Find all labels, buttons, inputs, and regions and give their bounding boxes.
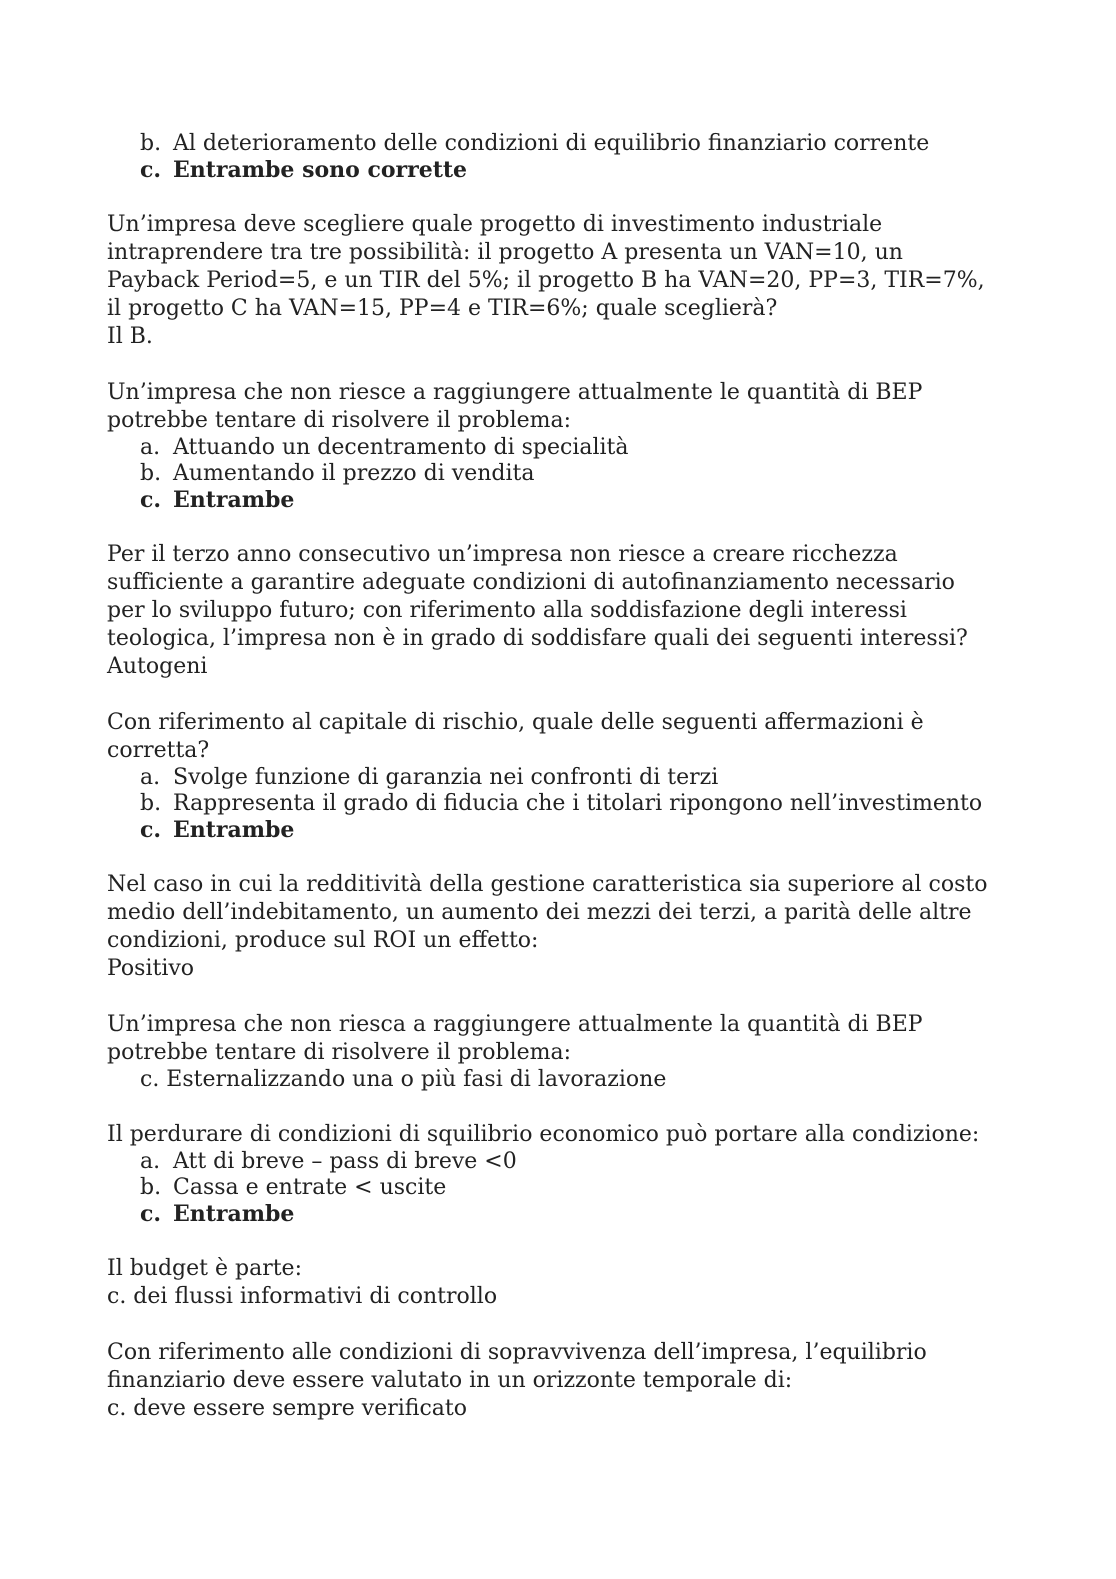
text-line: finanziario deve essere valutato in un orizzonte temporale di: [107,1368,793,1393]
option-text: Cassa e entrate < uscite [173,1175,447,1200]
option-text: Svolge funzione di garanzia nei confronti di terzi [173,765,719,790]
text-line: teologica, l’impresa non è in grado di soddisfare quali dei seguenti interessi? [107,626,968,651]
answer-option [107,765,1007,791]
answer-option [107,1149,1007,1175]
option-letter: a. [140,435,161,460]
text-line: Per il terzo anno consecutivo un’impresa non riesce a creare ricchezza [107,542,898,567]
question-block [107,541,1007,681]
answer-option [107,157,1007,183]
text-line: Il B. [107,324,153,349]
option-letter: b. [140,1175,162,1200]
text-line: Positivo [107,956,195,981]
text-line: Payback Period=5, e un TIR del 5%; il progetto B ha VAN=20, PP=3, TIR=7%, [107,268,985,293]
question-block [107,871,1007,983]
question-block [107,1339,1007,1423]
text-line: Un’impresa deve scegliere quale progetto di investimento industriale [107,212,883,237]
option-letter: c. [140,1201,162,1227]
answer-option [107,1201,1007,1227]
text-line: Il perdurare di condizioni di squilibrio economico può portare alla condizione: [107,1122,980,1147]
option-letter: c. [140,157,162,183]
answer-option [107,817,1007,843]
option-text: Attuando un decentramento di specialità [173,435,629,460]
option-text: c. Esternalizzando una o più fasi di lavorazione [140,1067,667,1092]
option-text: Al deterioramento delle condizioni di equilibrio finanziario corrente [173,131,930,156]
option-text: Entrambe [173,1201,295,1227]
document-body [107,131,1007,1451]
text-line: intraprendere tra tre possibilità: il progetto A presenta un VAN=10, un [107,240,903,265]
answer-option [107,131,1007,157]
option-letter: b. [140,791,162,816]
text-line: condizioni, produce sul ROI un effetto: [107,928,539,953]
text-line: potrebbe tentare di risolvere il problema: [107,408,572,433]
question-block [107,131,1007,183]
question-block [107,1011,1007,1093]
option-text: Aumentando il prezzo di vendita [173,461,535,486]
answer-option [107,1175,1007,1201]
question-block [107,709,1007,843]
answer-option [107,1067,1007,1093]
text-line: medio dell’indebitamento, un aumento dei mezzi dei terzi, a parità delle altre [107,900,972,925]
text-line: Con riferimento al capitale di rischio, quale delle seguenti affermazioni è [107,710,924,735]
answer-option [107,461,1007,487]
option-letter: a. [140,765,161,790]
option-text: Entrambe sono corrette [173,157,468,183]
text-line: c. deve essere sempre verificato [107,1396,467,1421]
question-block [107,379,1007,513]
text-line: Un’impresa che non riesce a raggiungere attualmente le quantità di BEP [107,380,923,405]
text-line: il progetto C ha VAN=15, PP=4 e TIR=6%; quale sceglierà? [107,296,778,321]
text-line: Autogeni [107,654,208,679]
option-text: Entrambe [173,817,295,843]
answer-option [107,435,1007,461]
answer-option [107,791,1007,817]
option-letter: a. [140,1149,161,1174]
option-text: Att di breve – pass di breve <0 [173,1149,517,1174]
text-line: per lo sviluppo futuro; con riferimento alla soddisfazione degli interessi [107,598,907,623]
text-line: Nel caso in cui la redditività della gestione caratteristica sia superiore al costo [107,872,988,897]
question-block [107,211,1007,351]
option-letter: b. [140,131,162,156]
question-block [107,1121,1007,1227]
option-letter: c. [140,487,162,513]
text-line: corretta? [107,738,210,763]
text-line: Con riferimento alle condizioni di sopravvivenza dell’impresa, l’equilibrio [107,1340,927,1365]
option-letter: b. [140,461,162,486]
question-block [107,1255,1007,1311]
text-line: c. dei flussi informativi di controllo [107,1284,498,1309]
text-line: sufficiente a garantire adeguate condizioni di autofinanziamento necessario [107,570,955,595]
option-text: Entrambe [173,487,295,513]
text-line: Il budget è parte: [107,1256,302,1281]
option-text: Rappresenta il grado di fiducia che i titolari ripongono nell’investimento [173,791,983,816]
option-letter: c. [140,817,162,843]
text-line: potrebbe tentare di risolvere il problema: [107,1040,572,1065]
text-line: Un’impresa che non riesca a raggiungere attualmente la quantità di BEP [107,1012,923,1037]
answer-option [107,487,1007,513]
